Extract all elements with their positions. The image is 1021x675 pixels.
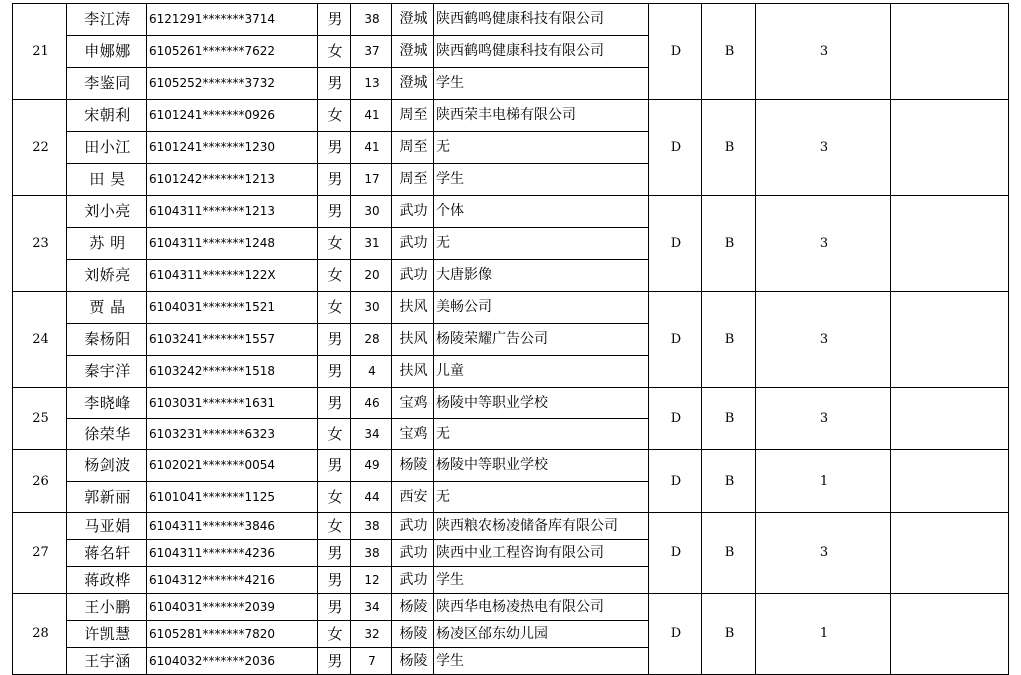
origin-cell: 周至 [392,132,434,164]
category-b-cell: B [702,594,756,675]
group-number-cell: 25 [13,388,67,450]
id-number-cell: 6104311*******1213 [147,196,318,228]
gender-cell: 男 [318,594,351,621]
origin-cell: 杨陵 [392,594,434,621]
remarks-cell [891,594,1009,675]
workplace-cell: 学生 [434,68,649,100]
group-number-cell: 21 [13,4,67,100]
gender-cell: 女 [318,513,351,540]
age-cell: 13 [351,68,392,100]
gender-cell: 女 [318,260,351,292]
category-b-cell: B [702,292,756,388]
age-cell: 32 [351,621,392,648]
gender-cell: 男 [318,648,351,675]
gender-cell: 男 [318,324,351,356]
origin-cell: 武功 [392,260,434,292]
age-cell: 30 [351,292,392,324]
id-number-cell: 6121291*******3714 [147,4,318,36]
category-a-cell: D [649,4,702,100]
count-cell: 3 [756,292,891,388]
workplace-cell: 大唐影像 [434,260,649,292]
workplace-cell: 无 [434,228,649,260]
category-b-cell: B [702,388,756,450]
gender-cell: 男 [318,4,351,36]
workplace-cell: 陕西粮农杨凌储备库有限公司 [434,513,649,540]
origin-cell: 西安 [392,482,434,513]
origin-cell: 周至 [392,100,434,132]
gender-cell: 女 [318,292,351,324]
id-number-cell: 6101242*******1213 [147,164,318,196]
table-row [13,100,1009,132]
workplace-cell: 个体 [434,196,649,228]
origin-cell: 澄城 [392,36,434,68]
remarks-cell [891,196,1009,292]
origin-cell: 武功 [392,228,434,260]
member-name-cell: 刘娇亮 [67,260,147,292]
category-a-cell: D [649,513,702,594]
age-cell: 49 [351,450,392,482]
gender-cell: 女 [318,36,351,68]
category-a-cell: D [649,100,702,196]
gender-cell: 男 [318,68,351,100]
group-number-cell: 23 [13,196,67,292]
id-number-cell: 6104031*******2039 [147,594,318,621]
age-cell: 38 [351,4,392,36]
id-number-cell: 6105281*******7820 [147,621,318,648]
table-row [13,4,1009,36]
workplace-cell: 学生 [434,164,649,196]
id-number-cell: 6103231*******6323 [147,419,318,450]
workplace-cell: 陕西鹤鸣健康科技有限公司 [434,4,649,36]
group-number-cell: 27 [13,513,67,594]
age-cell: 44 [351,482,392,513]
table-row [13,292,1009,324]
category-a-cell: D [649,292,702,388]
remarks-cell [891,100,1009,196]
member-name-cell: 杨剑波 [67,450,147,482]
id-number-cell: 6105261*******7622 [147,36,318,68]
roster-body [13,4,1009,675]
category-a-cell: D [649,196,702,292]
age-cell: 38 [351,540,392,567]
age-cell: 41 [351,100,392,132]
id-number-cell: 6102021*******0054 [147,450,318,482]
age-cell: 20 [351,260,392,292]
remarks-cell [891,4,1009,100]
count-cell: 3 [756,513,891,594]
origin-cell: 扶风 [392,292,434,324]
member-name-cell: 秦宇洋 [67,356,147,388]
workplace-cell: 杨陵中等职业学校 [434,388,649,419]
category-b-cell: B [702,100,756,196]
workplace-cell: 无 [434,482,649,513]
gender-cell: 男 [318,450,351,482]
group-number-cell: 22 [13,100,67,196]
table-row [13,513,1009,540]
gender-cell: 女 [318,621,351,648]
age-cell: 37 [351,36,392,68]
category-a-cell: D [649,450,702,513]
origin-cell: 杨陵 [392,450,434,482]
workplace-cell: 美畅公司 [434,292,649,324]
id-number-cell: 6103031*******1631 [147,388,318,419]
age-cell: 28 [351,324,392,356]
workplace-cell: 陕西华电杨凌热电有限公司 [434,594,649,621]
member-name-cell: 刘小亮 [67,196,147,228]
origin-cell: 武功 [392,513,434,540]
origin-cell: 澄城 [392,68,434,100]
gender-cell: 男 [318,388,351,419]
count-cell: 1 [756,594,891,675]
id-number-cell: 6104312*******4216 [147,567,318,594]
gender-cell: 男 [318,540,351,567]
id-number-cell: 6104032*******2036 [147,648,318,675]
workplace-cell: 儿童 [434,356,649,388]
workplace-cell: 杨陵荣耀广告公司 [434,324,649,356]
id-number-cell: 6103241*******1557 [147,324,318,356]
group-number-cell: 24 [13,292,67,388]
age-cell: 46 [351,388,392,419]
member-name-cell: 宋朝利 [67,100,147,132]
workplace-cell: 陕西荣丰电梯有限公司 [434,100,649,132]
origin-cell: 扶风 [392,356,434,388]
age-cell: 30 [351,196,392,228]
origin-cell: 杨陵 [392,648,434,675]
category-b-cell: B [702,450,756,513]
member-name-cell: 李江涛 [67,4,147,36]
age-cell: 17 [351,164,392,196]
id-number-cell: 6101241*******1230 [147,132,318,164]
age-cell: 12 [351,567,392,594]
table-row [13,450,1009,482]
origin-cell: 扶风 [392,324,434,356]
gender-cell: 男 [318,164,351,196]
member-name-cell: 贾 晶 [67,292,147,324]
age-cell: 4 [351,356,392,388]
table-row [13,594,1009,621]
member-name-cell: 李鉴同 [67,68,147,100]
count-cell: 3 [756,4,891,100]
category-b-cell: B [702,4,756,100]
id-number-cell: 6104311*******3846 [147,513,318,540]
workplace-cell: 杨陵中等职业学校 [434,450,649,482]
member-name-cell: 苏 明 [67,228,147,260]
origin-cell: 宝鸡 [392,388,434,419]
gender-cell: 男 [318,132,351,164]
remarks-cell [891,450,1009,513]
member-name-cell: 秦杨阳 [67,324,147,356]
member-name-cell: 蒋政桦 [67,567,147,594]
table-row [13,196,1009,228]
count-cell: 3 [756,388,891,450]
gender-cell: 女 [318,482,351,513]
category-b-cell: B [702,513,756,594]
group-number-cell: 26 [13,450,67,513]
id-number-cell: 6104311*******1248 [147,228,318,260]
member-name-cell: 李晓峰 [67,388,147,419]
remarks-cell [891,513,1009,594]
workplace-cell: 陕西中业工程咨询有限公司 [434,540,649,567]
table-row [13,388,1009,419]
id-number-cell: 6105252*******3732 [147,68,318,100]
category-a-cell: D [649,388,702,450]
member-name-cell: 王小鹏 [67,594,147,621]
member-name-cell: 蒋名轩 [67,540,147,567]
workplace-cell: 无 [434,419,649,450]
age-cell: 41 [351,132,392,164]
workplace-cell: 无 [434,132,649,164]
origin-cell: 杨陵 [392,621,434,648]
workplace-cell: 杨凌区邰东幼儿园 [434,621,649,648]
gender-cell: 女 [318,419,351,450]
origin-cell: 周至 [392,164,434,196]
id-number-cell: 6101241*******0926 [147,100,318,132]
age-cell: 38 [351,513,392,540]
workplace-cell: 学生 [434,648,649,675]
origin-cell: 武功 [392,567,434,594]
id-number-cell: 6103242*******1518 [147,356,318,388]
origin-cell: 武功 [392,196,434,228]
id-number-cell: 6101041*******1125 [147,482,318,513]
remarks-cell [891,292,1009,388]
group-number-cell: 28 [13,594,67,675]
age-cell: 34 [351,594,392,621]
gender-cell: 女 [318,100,351,132]
member-name-cell: 田小江 [67,132,147,164]
gender-cell: 男 [318,567,351,594]
gender-cell: 女 [318,228,351,260]
id-number-cell: 6104311*******122X [147,260,318,292]
member-name-cell: 田 昊 [67,164,147,196]
member-name-cell: 王宇涵 [67,648,147,675]
workplace-cell: 陕西鹤鸣健康科技有限公司 [434,36,649,68]
category-a-cell: D [649,594,702,675]
count-cell: 3 [756,196,891,292]
origin-cell: 宝鸡 [392,419,434,450]
workplace-cell: 学生 [434,567,649,594]
member-name-cell: 马亚娟 [67,513,147,540]
origin-cell: 武功 [392,540,434,567]
member-name-cell: 申娜娜 [67,36,147,68]
gender-cell: 男 [318,356,351,388]
id-number-cell: 6104031*******1521 [147,292,318,324]
age-cell: 31 [351,228,392,260]
member-name-cell: 徐荣华 [67,419,147,450]
count-cell: 3 [756,100,891,196]
household-roster-table [12,3,1009,675]
remarks-cell [891,388,1009,450]
category-b-cell: B [702,196,756,292]
origin-cell: 澄城 [392,4,434,36]
gender-cell: 男 [318,196,351,228]
member-name-cell: 郭新丽 [67,482,147,513]
id-number-cell: 6104311*******4236 [147,540,318,567]
age-cell: 7 [351,648,392,675]
age-cell: 34 [351,419,392,450]
count-cell: 1 [756,450,891,513]
member-name-cell: 许凯慧 [67,621,147,648]
